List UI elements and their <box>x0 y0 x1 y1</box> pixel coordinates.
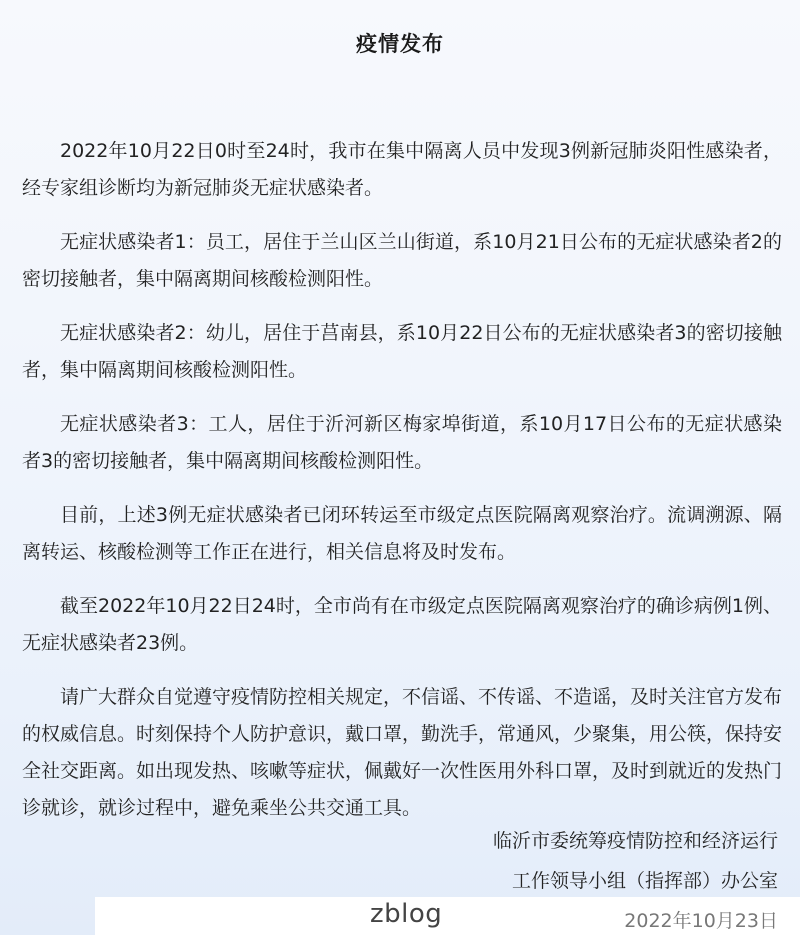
watermark-text: zblog <box>370 899 443 929</box>
paragraph-case-3: 无症状感染者3：工人，居住于沂河新区梅家埠街道，系10月17日公布的无症状感染者3的密切接触者，集中隔离期间核酸检测阳性。 <box>22 413 782 472</box>
notice-body <box>22 133 782 844</box>
paragraph-totals: 截至2022年10月22日24时，全市尚有在市级定点医院隔离观察治疗的确诊病例1例、无症状感染者23例。 <box>22 595 782 654</box>
signature-issuer-line-1: 临沂市委统筹疫情防控和经济运行 <box>492 830 778 852</box>
paragraph-case-2: 无症状感染者2：幼儿，居住于莒南县，系10月22日公布的无症状感染者3的密切接触者，集中隔离期间核酸检测阳性。 <box>22 322 782 381</box>
signature-issuer-line-2: 工作领导小组（指挥部）办公室 <box>511 870 778 892</box>
notice-date: 2022年10月23日 <box>624 910 778 932</box>
paragraph-summary: 2022年10月22日0时至24时，我市在集中隔离人员中发现3例新冠肺炎阳性感染者，经专家组诊断均为新冠肺炎无症状感染者。 <box>22 140 782 199</box>
paragraph-current-status: 目前，上述3例无症状感染者已闭环转运至市级定点医院隔离观察治疗。流调溯源、隔离转运、核酸检测等工作正在进行，相关信息将及时发布。 <box>22 504 782 563</box>
paragraph-public-advice: 请广大群众自觉遵守疫情防控相关规定，不信谣、不传谣、不造谣，及时关注官方发布的权威信息。时刻保持个人防护意识，戴口罩，勤洗手，常通风，少聚集，用公筷，保持安全社交距离。如出现发热、咳嗽等症状，佩戴好一次性医用外科口罩，及时到就近的发热门诊就诊，就诊过程中，避免乘坐公共交通工具。 <box>22 686 783 819</box>
paragraph-case-1: 无症状感染者1：员工，居住于兰山区兰山街道，系10月21日公布的无症状感染者2的密切接触者，集中隔离期间核酸检测阳性。 <box>22 231 782 290</box>
notice-title: 疫情发布 <box>356 32 444 56</box>
